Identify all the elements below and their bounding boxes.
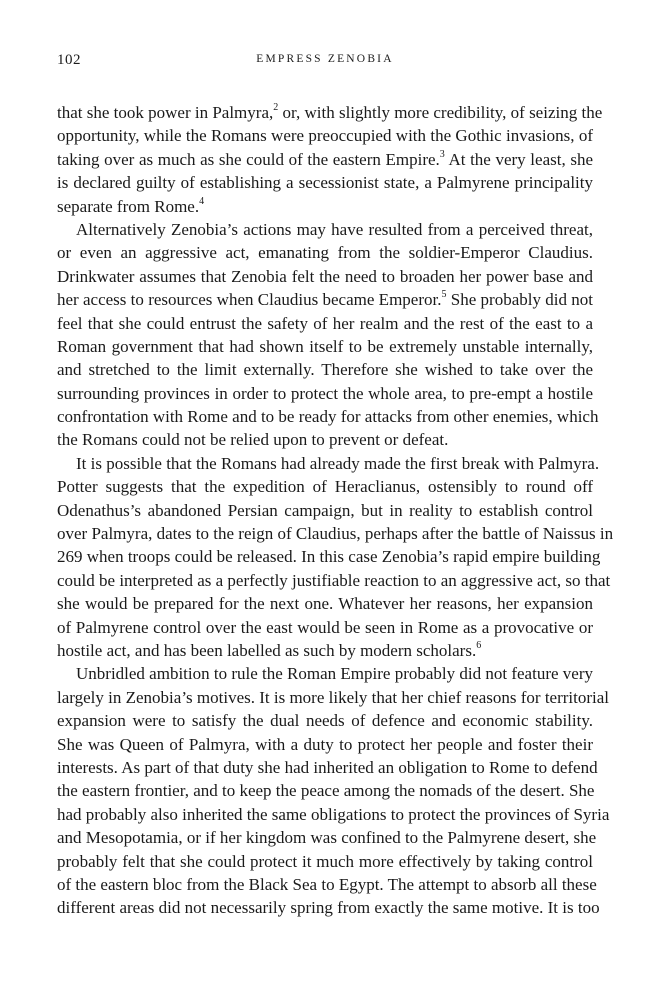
- text-line: [57, 265, 593, 288]
- running-title: EMPRESS ZENOBIA: [256, 53, 394, 65]
- body-text: [57, 101, 614, 920]
- line-text: Unbridled ambition to rule the Roman Empire probably did not feature very: [76, 664, 593, 684]
- text-line: [57, 616, 593, 639]
- footnote-marker[interactable]: 4: [199, 195, 205, 207]
- text-line: [57, 733, 593, 756]
- line-text: that she took power in Palmyra,: [57, 103, 274, 122]
- line-text: expansion were to satisfy the dual needs of defence and economic stability.: [57, 711, 593, 731]
- line-text: different areas did not necessarily spring from exactly the same motive. It is too: [57, 898, 600, 918]
- text-line: [57, 499, 593, 522]
- text-line: [57, 756, 598, 779]
- text-line: [57, 405, 599, 428]
- text-line: [57, 709, 593, 732]
- text-line: [57, 171, 593, 194]
- page-number: 102: [57, 52, 81, 68]
- line-text: confrontation with Rome and to be ready for attacks from other enemies, which: [57, 407, 599, 427]
- line-text: her access to resources when Claudius became Emperor.: [57, 290, 442, 310]
- text-line: [57, 522, 614, 545]
- line-text-continued: At the very least, she: [444, 149, 593, 169]
- text-line: [57, 873, 597, 896]
- line-text: or even an aggressive act, emanating from the soldier-Emperor Claudius.: [57, 243, 593, 263]
- text-line: [57, 218, 593, 241]
- line-text: Roman government that had shown itself to be extremely unstable internally,: [57, 336, 593, 356]
- text-line: [57, 241, 593, 264]
- line-text: Alternatively Zenobia’s actions may have resulted from a perceived threat,: [76, 219, 593, 239]
- line-text: the eastern frontier, and to keep the peace among the nomads of the desert. She: [57, 781, 595, 801]
- text-line: [57, 382, 593, 405]
- line-text: interests. As part of that duty she had inherited an obligation to Rome to defend: [57, 757, 598, 777]
- footnote-marker[interactable]: 2: [273, 102, 279, 114]
- line-text: taking over as much as she could of the eastern Empire.: [57, 149, 440, 169]
- text-line: [57, 850, 593, 873]
- text-line: [57, 592, 593, 615]
- text-line: [57, 358, 593, 381]
- line-text: she would be prepared for the next one. Whatever her reasons, her expansion: [57, 594, 593, 614]
- text-line: [57, 686, 610, 709]
- text-line: [57, 124, 593, 147]
- line-text: of Palmyrene control over the east would be seen in Rome as a provocative or: [57, 617, 593, 637]
- text-line: [57, 428, 593, 451]
- paragraph: [57, 101, 603, 218]
- footnote-marker[interactable]: 6: [476, 640, 482, 652]
- line-text: opportunity, while the Romans were preoccupied with the Gothic invasions, of: [57, 126, 593, 146]
- line-text: Drinkwater assumes that Zenobia felt the need to broaden her power base and: [57, 266, 593, 286]
- text-line: [57, 312, 593, 335]
- line-text: feel that she could entrust the safety of her realm and the rest of the east to a: [57, 313, 593, 333]
- line-text: surrounding provinces in order to protect the whole area, to pre-empt a hostile: [57, 383, 593, 403]
- text-line: [57, 896, 600, 919]
- text-line: [57, 475, 593, 498]
- text-line: [57, 148, 593, 171]
- line-text-continued: She probably did not: [446, 290, 593, 310]
- text-line: [57, 639, 593, 662]
- text-line: [57, 288, 593, 311]
- line-text: could be interpreted as a perfectly justifiable reaction to an aggressive act, so that: [57, 570, 611, 590]
- footnote-marker[interactable]: 5: [441, 289, 447, 301]
- line-text-continued: or, with slightly more credibility, of seizing the: [278, 103, 603, 122]
- text-line: [57, 335, 593, 358]
- line-text: It is possible that the Romans had already made the first break with Palmyra.: [76, 453, 600, 473]
- text-line: [57, 826, 597, 849]
- line-text: and Mesopotamia, or if her kingdom was confined to the Palmyrene desert, she: [57, 828, 597, 848]
- paragraph: [57, 452, 614, 663]
- text-line: [57, 195, 593, 218]
- line-text: Odenathus’s abandoned Persian campaign, but in reality to establish control: [57, 500, 593, 520]
- line-text: of the eastern bloc from the Black Sea to Egypt. The attempt to absorb all these: [57, 874, 597, 894]
- paragraph: [57, 218, 599, 452]
- line-text: Potter suggests that the expedition of Heraclianus, ostensibly to round off: [57, 477, 593, 497]
- line-text: over Palmyra, dates to the reign of Claudius, perhaps after the battle of Naissus in: [57, 524, 614, 544]
- line-text: probably felt that she could protect it much more effectively by taking control: [57, 851, 593, 871]
- text-line: [57, 452, 600, 475]
- text-line: [57, 101, 603, 124]
- line-text: 269 when troops could be released. In this case Zenobia’s rapid empire building: [57, 547, 601, 567]
- paragraph: [57, 662, 610, 919]
- line-text: hostile act, and has been labelled as such by modern scholars.: [57, 640, 477, 660]
- line-text: is declared guilty of establishing a secessionist state, a Palmyrene principality: [57, 173, 593, 193]
- text-line: [57, 569, 611, 592]
- running-head: [57, 52, 593, 72]
- text-line: [57, 545, 601, 568]
- line-text: largely in Zenobia’s motives. It is more likely that her chief reasons for territorial: [57, 687, 610, 707]
- line-text: the Romans could not be relied upon to prevent or defeat.: [57, 430, 449, 450]
- footnote-marker[interactable]: 3: [439, 149, 445, 161]
- line-text: and stretched to the limit externally. Therefore she wished to take over the: [57, 360, 593, 380]
- line-text: had probably also inherited the same obligations to protect the provinces of Syria: [57, 804, 610, 824]
- text-line: [57, 803, 610, 826]
- text-line: [57, 779, 593, 802]
- text-line: [57, 662, 593, 685]
- line-text: She was Queen of Palmyra, with a duty to protect her people and foster their: [57, 734, 593, 754]
- line-text: separate from Rome.: [57, 196, 200, 216]
